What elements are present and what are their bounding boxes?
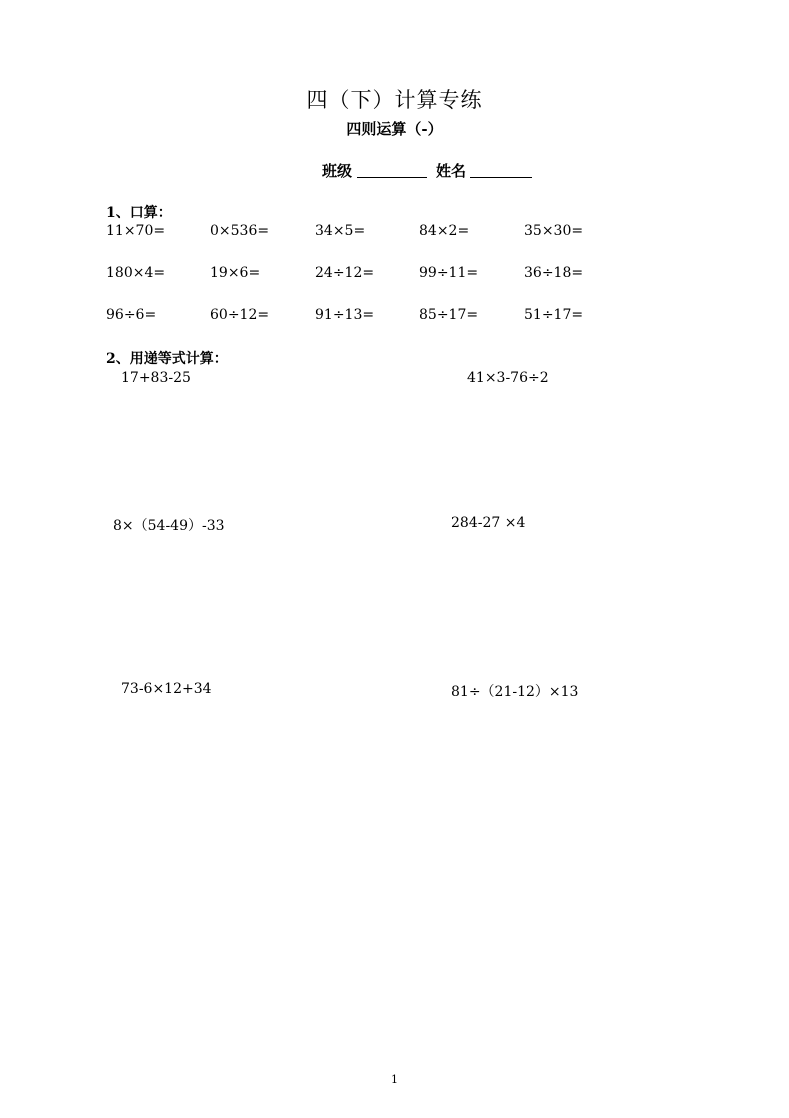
name-blank-line [470,160,532,178]
page-title: 四（下）计算专练 [306,88,483,112]
oral-problem: 0×536= [210,223,270,239]
class-label: 班级 [322,162,353,180]
oral-problem: 96÷6= [106,307,157,323]
step-problem: 41×3-76÷2 [467,370,549,386]
oral-problem: 91÷13= [315,307,375,323]
step-problem: 73-6×12+34 [121,681,212,697]
step-problem: 17+83-25 [121,370,191,386]
oral-problem: 51÷17= [524,307,584,323]
oral-problem: 35×30= [524,223,584,239]
name-label: 姓名 [436,162,467,180]
oral-problem: 11×70= [106,223,166,239]
page-subtitle: 四则运算（-） [346,120,443,138]
oral-problem: 19×6= [210,265,261,281]
step-problem: 284-27 ×4 [451,515,526,531]
page-number: 1 [391,1073,398,1086]
section1-heading: 1、口算： [106,205,172,221]
oral-problem: 180×4= [106,265,166,281]
oral-problem: 36÷18= [524,265,584,281]
oral-problem: 24÷12= [315,265,375,281]
oral-problem: 34×5= [315,223,366,239]
class-blank-line [357,160,427,178]
oral-problem: 85÷17= [419,307,479,323]
oral-problem: 99÷11= [419,265,479,281]
oral-problem: 84×2= [419,223,470,239]
step-problem: 8×（54-49）-33 [113,518,225,534]
step-problem: 81÷（21-12）×13 [451,684,579,700]
section2-heading: 2、用递等式计算： [106,351,228,367]
oral-problem: 60÷12= [210,307,270,323]
